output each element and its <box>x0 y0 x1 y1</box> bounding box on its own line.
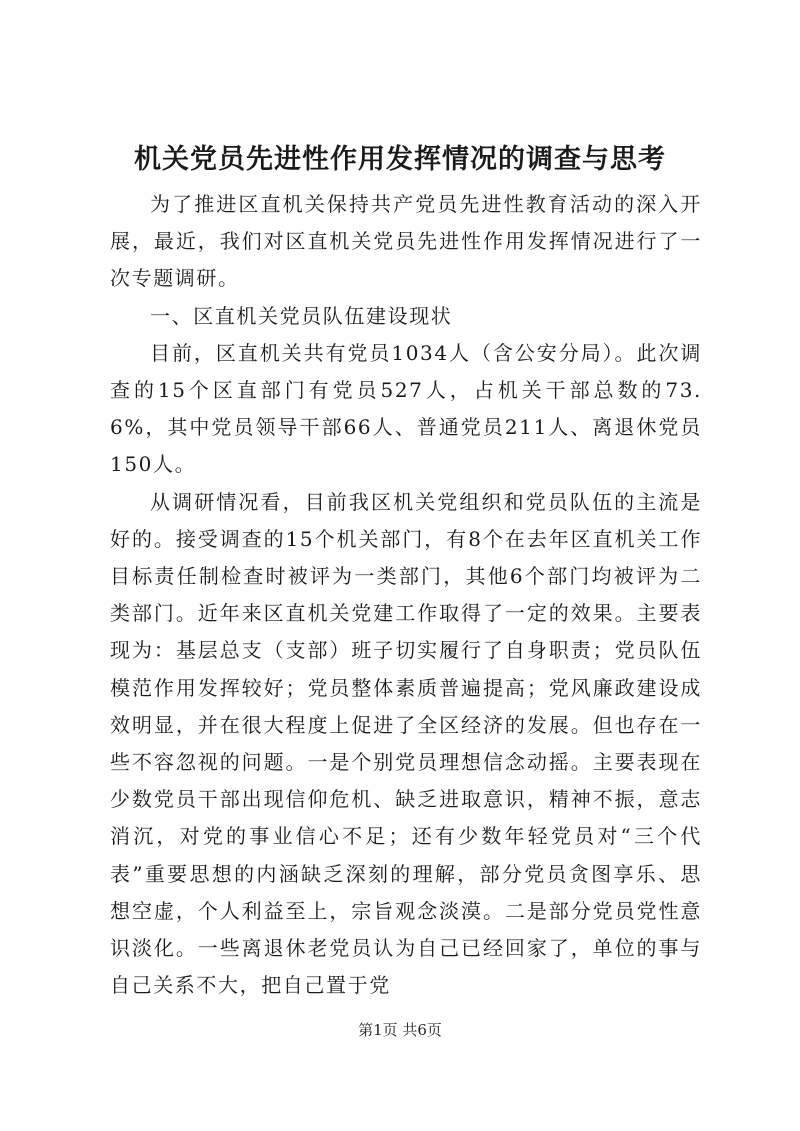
page-footer: 第1页 共6页 <box>358 1021 442 1039</box>
findings-paragraph: 从调研情况看，目前我区机关党组织和党员队伍的主流是好的。接受调查的15个机关部门，有8个在去年区直机关工作目标责任制检查时被评为一类部门，其他6个部门均被评为二类部门。近年来区直机关党建工作取得了一定的效果。主要表现为：基层总支（支部）班子切实履行了自身职责；党员队伍模范作用发挥较好；党员整体素质普遍提高；党风廉政建设成效明显，并在很大程度上促进了全区经济的发展。但也存在一些不容忽视的问题。一是个别党员理想信念动摇。主要表现在少数党员干部出现信仰危机、缺乏进取意识，精神不振，意志消沉，对党的事业信心不足；还有少数年轻党员对“三个代表”重要思想的内涵缺乏深刻的理解，部分党员贪图享乐、思想空虚，个人利益至上，宗旨观念淡漠。二是部分党员党性意识淡化。一些离退休老党员认为自己已经回家了，单位的事与自己关系不大，把自己置于党 <box>110 489 702 998</box>
document-body <box>110 186 702 1004</box>
statistics-paragraph: 目前，区直机关共有党员1034人（含公安分局）。此次调查的15个区直部门有党员527人，占机关干部总数的73.6%，其中党员领导干部66人、普通党员211人、离退休党员150人。 <box>110 340 702 477</box>
document-title: 机关党员先进性作用发挥情况的调查与思考 <box>134 144 666 175</box>
intro-paragraph: 为了推进区直机关保持共产党员先进性教育活动的深入开展，最近，我们对区直机关党员先进性作用发挥情况进行了一次专题调研。 <box>110 192 702 291</box>
section-heading: 一、区直机关党员队伍建设现状 <box>150 303 453 328</box>
